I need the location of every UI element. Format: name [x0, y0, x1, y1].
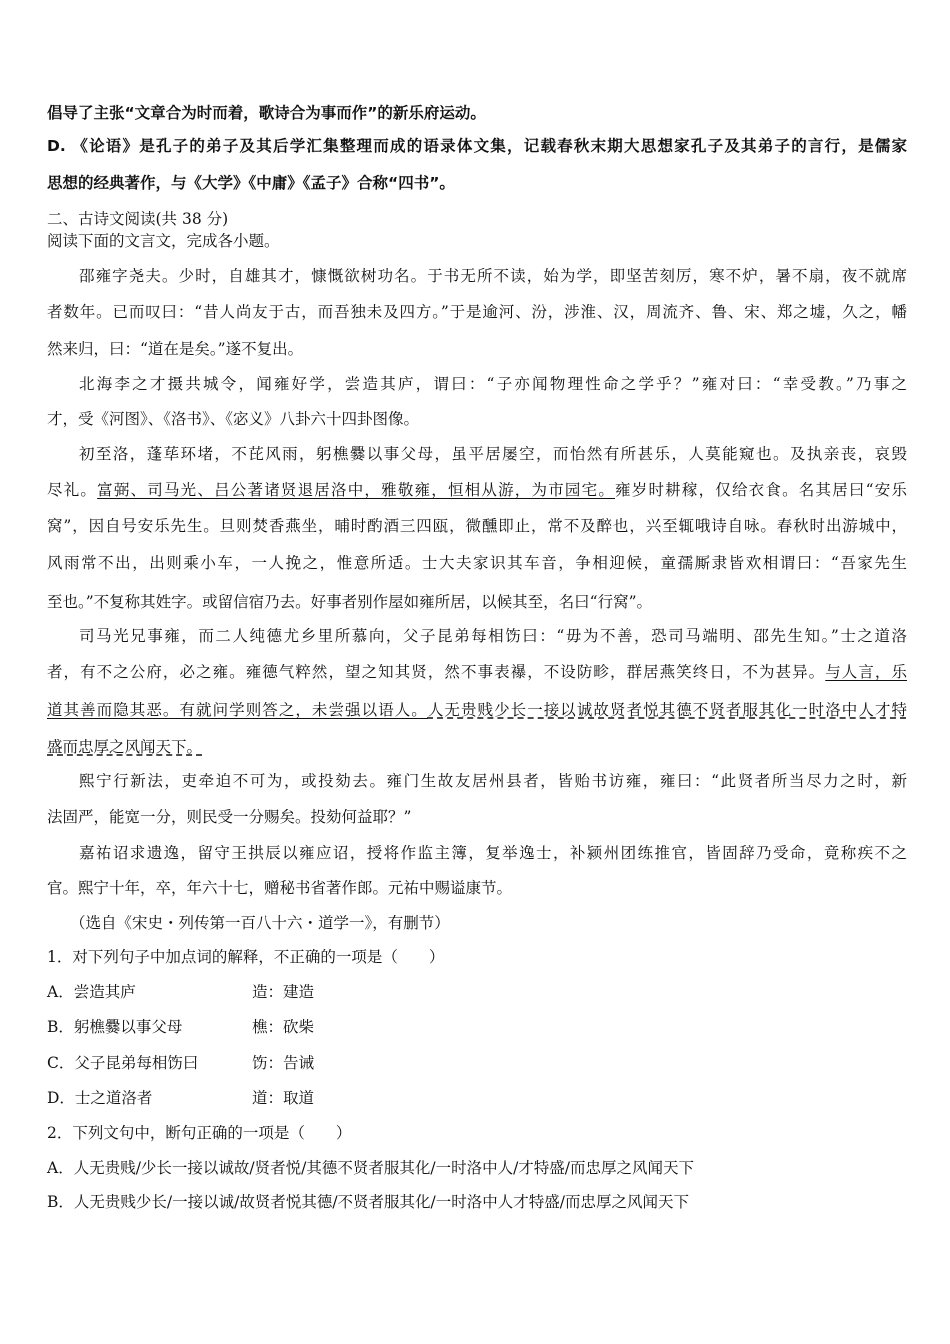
passage-p1-line-2: 者数年。已而叹曰：“昔人尚友于古，而吾独未及四方。”于是逾河、汾，涉淮、汉，周流齐、鲁、宋、郑之墟，久之，幡	[47, 303, 907, 321]
option-label: B．躬樵爨以事父母	[47, 1018, 183, 1036]
passage-p4-line-4	[47, 736, 907, 758]
passage-p3-line-4: 风雨常不出，出则乘小车，一人挽之，惟意所适。士大夫家识其车音，争相迎候，童孺厮隶皆欢相谓曰：“吾家先生	[47, 554, 907, 572]
passage-text: 者，有不之公府，必之雍。雍德气粹然，望之知其贤，然不事表襮，不设防畛，群居燕笑终日，不为甚异。	[47, 663, 826, 681]
question-2-stem: 2．下列文句中，断句正确的一项是（ ）	[47, 1124, 352, 1142]
option-label: C．父子昆弟每相饬曰	[47, 1054, 199, 1072]
passage-p2-line-1: 北海李之才摄共城令，闻雍好学，尝造其庐，谓曰：“子亦闻物理性命之学乎？”雍对曰：“幸受教。”乃事之	[79, 375, 907, 393]
punctuation-exercise-text-end: 盛而忠厚之风闻天下。	[47, 738, 203, 756]
passage-p1-line-1: 邵雍字尧夫。少时，自雄其才，慷慨欲树功名。于书无所不读，始为学，即坚苦刻厉，寒不炉，暑不扇，夜不就席	[79, 267, 907, 285]
question-1-option-a[interactable]	[47, 981, 907, 1003]
passage-source: （选自《宋史・列传第一百八十六・道学一》，有删节）	[70, 914, 450, 932]
passage-text: 雍岁时耕稼，仅给衣食。名其居曰“安乐	[615, 481, 907, 499]
passage-p3-line-2	[47, 479, 907, 501]
passage-p3-line-1: 初至洛，蓬荜环堵，不芘风雨，躬樵爨以事父母，虽平居屡空，而怡然有所甚乐，人莫能窥也。及执亲丧，哀毁	[79, 445, 907, 463]
option-gloss: 道：取道	[252, 1089, 315, 1107]
option-gloss: 饬：告诫	[252, 1054, 315, 1072]
question-1-option-b[interactable]	[47, 1016, 907, 1038]
option-gloss: 造：建造	[252, 983, 315, 1001]
underlined-sentence-2-cont: 道其善而隐其恶。有就问学则答之，未尝强以语人。	[47, 701, 428, 719]
passage-p2-line-2: 才，受《河图》、《洛书》、《宓义》八卦六十四卦图像。	[47, 410, 420, 428]
passage-text: 尽礼。	[47, 481, 98, 499]
punctuation-exercise-text: 人无贵贱少长一接以诚故贤者悦其德不贤者服其化一时洛中人才特	[427, 701, 907, 719]
passage-p1-line-3: 然来归，曰：“道在是矣。”遂不复出。	[47, 340, 304, 358]
passage-p4-line-1: 司马光兄事雍，而二人纯德尤乡里所慕向，父子昆弟每相饬曰：“毋为不善，恐司马端明、邵先生知。”士之道洛	[79, 627, 907, 645]
option-label: D．士之道洛者	[47, 1089, 153, 1107]
underlined-sentence-1: 富弼、司马光、吕公著诸贤退居洛中，雅敬雍，恒相从游，为市园宅。	[97, 481, 616, 499]
passage-p4-line-2	[47, 661, 907, 683]
intro-line-1: 倡导了主张“文章合为时而着，歌诗合为事而作”的新乐府运动。	[47, 104, 486, 122]
question-1-option-c[interactable]	[47, 1052, 907, 1074]
option-label: A．尝造其庐	[47, 983, 136, 1001]
option-d-line-1: D. 《论语》是孔子的弟子及其后学汇集整理而成的语录体文集，记载春秋末期大思想家孔子及其弟子的言行，是儒家	[47, 137, 907, 155]
question-2-option-b[interactable]: B．人无贵贱少长/一接以诚/故贤者悦其德/不贤者服其化/一时洛中人才特盛/而忠厚之风闻天下	[47, 1193, 690, 1211]
passage-p6-line-1: 嘉祐诏求遗逸，留守王拱辰以雍应诏，授将作监主簿，复举逸士，补颍州团练推官，皆固辞乃受命，竟称疾不之	[79, 844, 907, 862]
question-2-option-a[interactable]: A．人无贵贱/少长一接以诚故/贤者悦/其德不贤者服其化/一时洛中人/才特盛/而忠厚之风闻天下	[47, 1159, 695, 1177]
passage-p4-line-3	[47, 699, 907, 721]
question-1-option-d[interactable]	[47, 1087, 907, 1109]
passage-p6-line-2: 官。熙宁十年，卒，年六十七，赠秘书省著作郎。元祐中赐谥康节。	[47, 879, 513, 897]
passage-p3-line-5: 至也。”不复称其姓字。或留信宿乃去。好事者别作屋如雍所居，以候其至，名曰“行窝”。	[47, 593, 653, 611]
section-heading: 二、古诗文阅读(共 38 分)	[47, 210, 229, 228]
question-1-stem: 1．对下列句子中加点词的解释，不正确的一项是（ ）	[47, 948, 445, 966]
option-d-line-2: 思想的经典著作，与《大学》《中庸》《孟子》合称“四书”。	[47, 174, 455, 192]
option-gloss: 樵：砍柴	[252, 1018, 315, 1036]
passage-p5-line-1: 熙宁行新法，吏牵迫不可为，或投劾去。雍门生故友居州县者，皆贻书访雍，雍曰：“此贤者所当尽力之时，新	[79, 772, 907, 790]
underlined-sentence-2: 与人言，乐	[825, 663, 907, 681]
passage-p3-line-3: 窝”，因自号安乐先生。旦则焚香燕坐，晡时酌酒三四瓯，微醺即止，常不及醉也，兴至辄哦诗自咏。春秋时出游城中，	[47, 517, 907, 535]
section-instruction: 阅读下面的文言文，完成各小题。	[47, 232, 280, 250]
passage-p5-line-2: 法固严，能宽一分，则民受一分赐矣。投劾何益耶？”	[47, 808, 412, 826]
